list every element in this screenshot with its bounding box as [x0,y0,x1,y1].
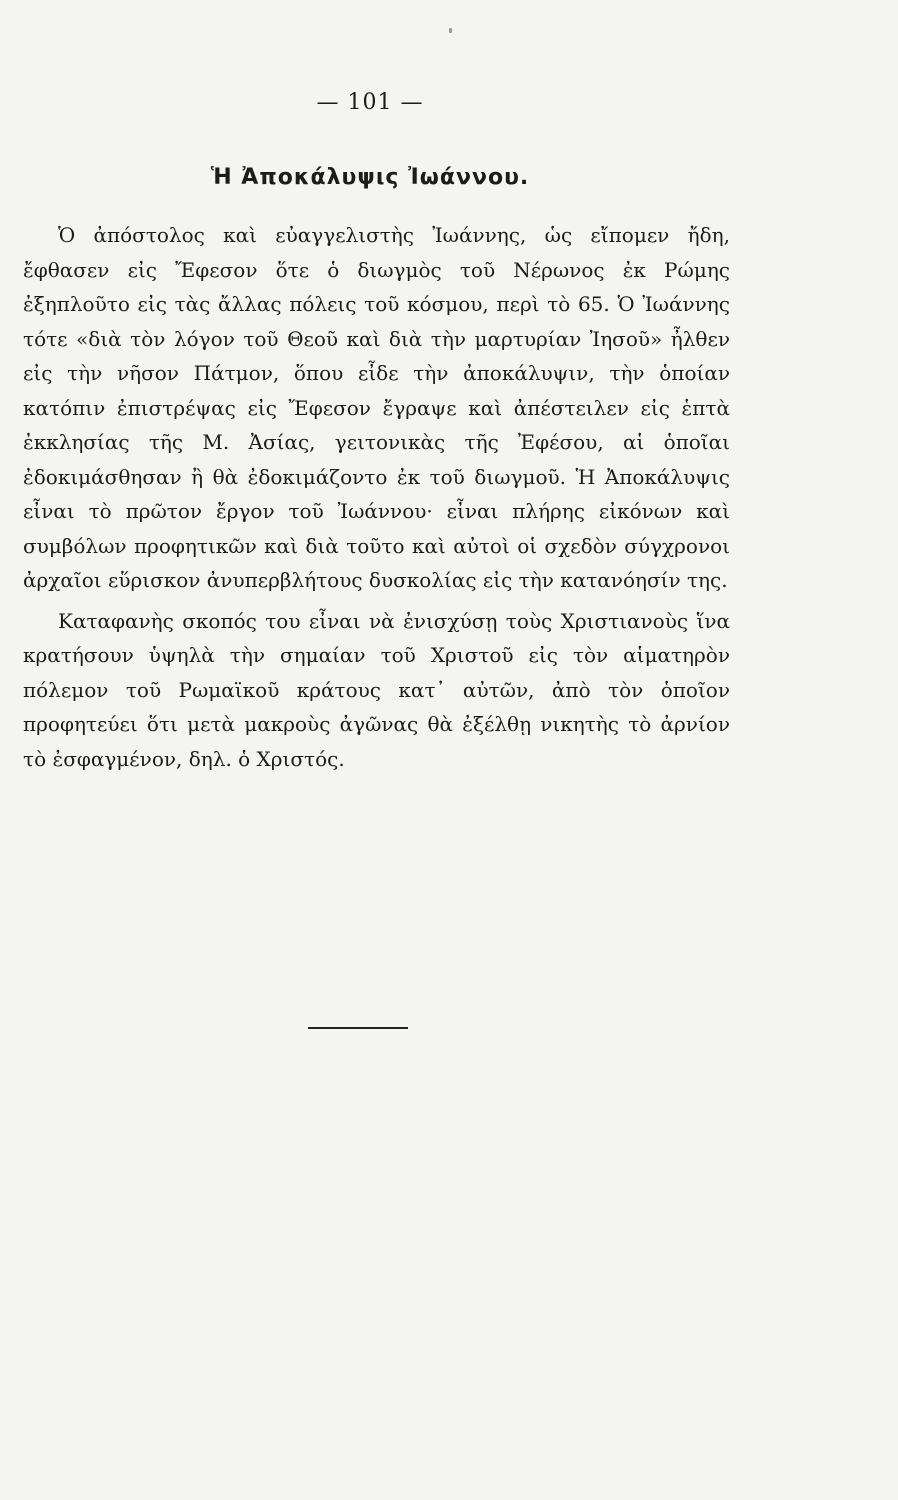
section-title: Ἡ Ἀποκάλυψις Ἰωάννου. [210,165,530,190]
end-rule [308,1027,408,1029]
ink-speck [449,28,452,33]
paragraph: Καταφανὴς σκοπός του εἶναι νὰ ἐνισχύσῃ τοὺς Χριστιανοὺς ἵνα κρατήσουν ὑψηλὰ τὴν σημαίαν τοῦ Χριστοῦ εἰς τὸν αἱματηρὸν πόλεμον τοῦ Ρωμαϊκοῦ κράτους κατ᾽ αὐτῶν, ἀπὸ τὸν ὁποῖον προφητεύει ὅτι μετὰ μακροὺς ἀγῶνας θὰ ἐξέλθῃ νικητὴς τὸ ἀρνίον τὸ ἐσφαγμένον, δηλ. ὁ Χριστός. [23,608,730,771]
page-number: — 101 — [316,90,424,115]
body-text [23,218,730,776]
paragraph: Ὁ ἀπόστολος καὶ εὐαγγελιστὴς Ἰωάννης, ὡς εἴπομεν ἤδη, ἔφθασεν εἰς Ἔφεσον ὅτε ὁ διωγμὸς τοῦ Νέρωνος ἐκ Ρώμης ἐξηπλοῦτο εἰς τὰς ἄλλας πόλεις τοῦ κόσμου, περὶ τὸ 65. Ὁ Ἰωάννης τότε «διὰ τὸν λόγον τοῦ Θεοῦ καὶ διὰ τὴν μαρτυρίαν Ἰησοῦ» ἦλθεν εἰς τὴν νῆσον Πάτμον, ὅπου εἶδε τὴν ἀποκάλυψιν, τὴν ὁποίαν κατόπιν ἐπιστρέψας εἰς Ἔφεσον ἔγραψε καὶ ἀπέστειλεν εἰς ἑπτὰ ἐκκλησίας τῆς Μ. Ἀσίας, γειτονικὰς τῆς Ἐφέσου, αἱ ὁποῖαι ἐδοκιμάσθησαν ἢ θὰ ἐδοκιμάζοντο ἐκ τοῦ διωγμοῦ. Ἡ Ἀποκάλυψις εἶναι τὸ πρῶτον ἔργον τοῦ Ἰωάννου· εἶναι πλήρης εἰκόνων καὶ συμβόλων προφητικῶν καὶ διὰ τοῦτο καὶ αὐτοὶ οἱ σχεδὸν σύγχρονοι ἀρχαῖοι εὕρισκον ἀνυπερβλήτους δυσκολίας εἰς τὴν κατανόησίν της. [23,223,730,592]
